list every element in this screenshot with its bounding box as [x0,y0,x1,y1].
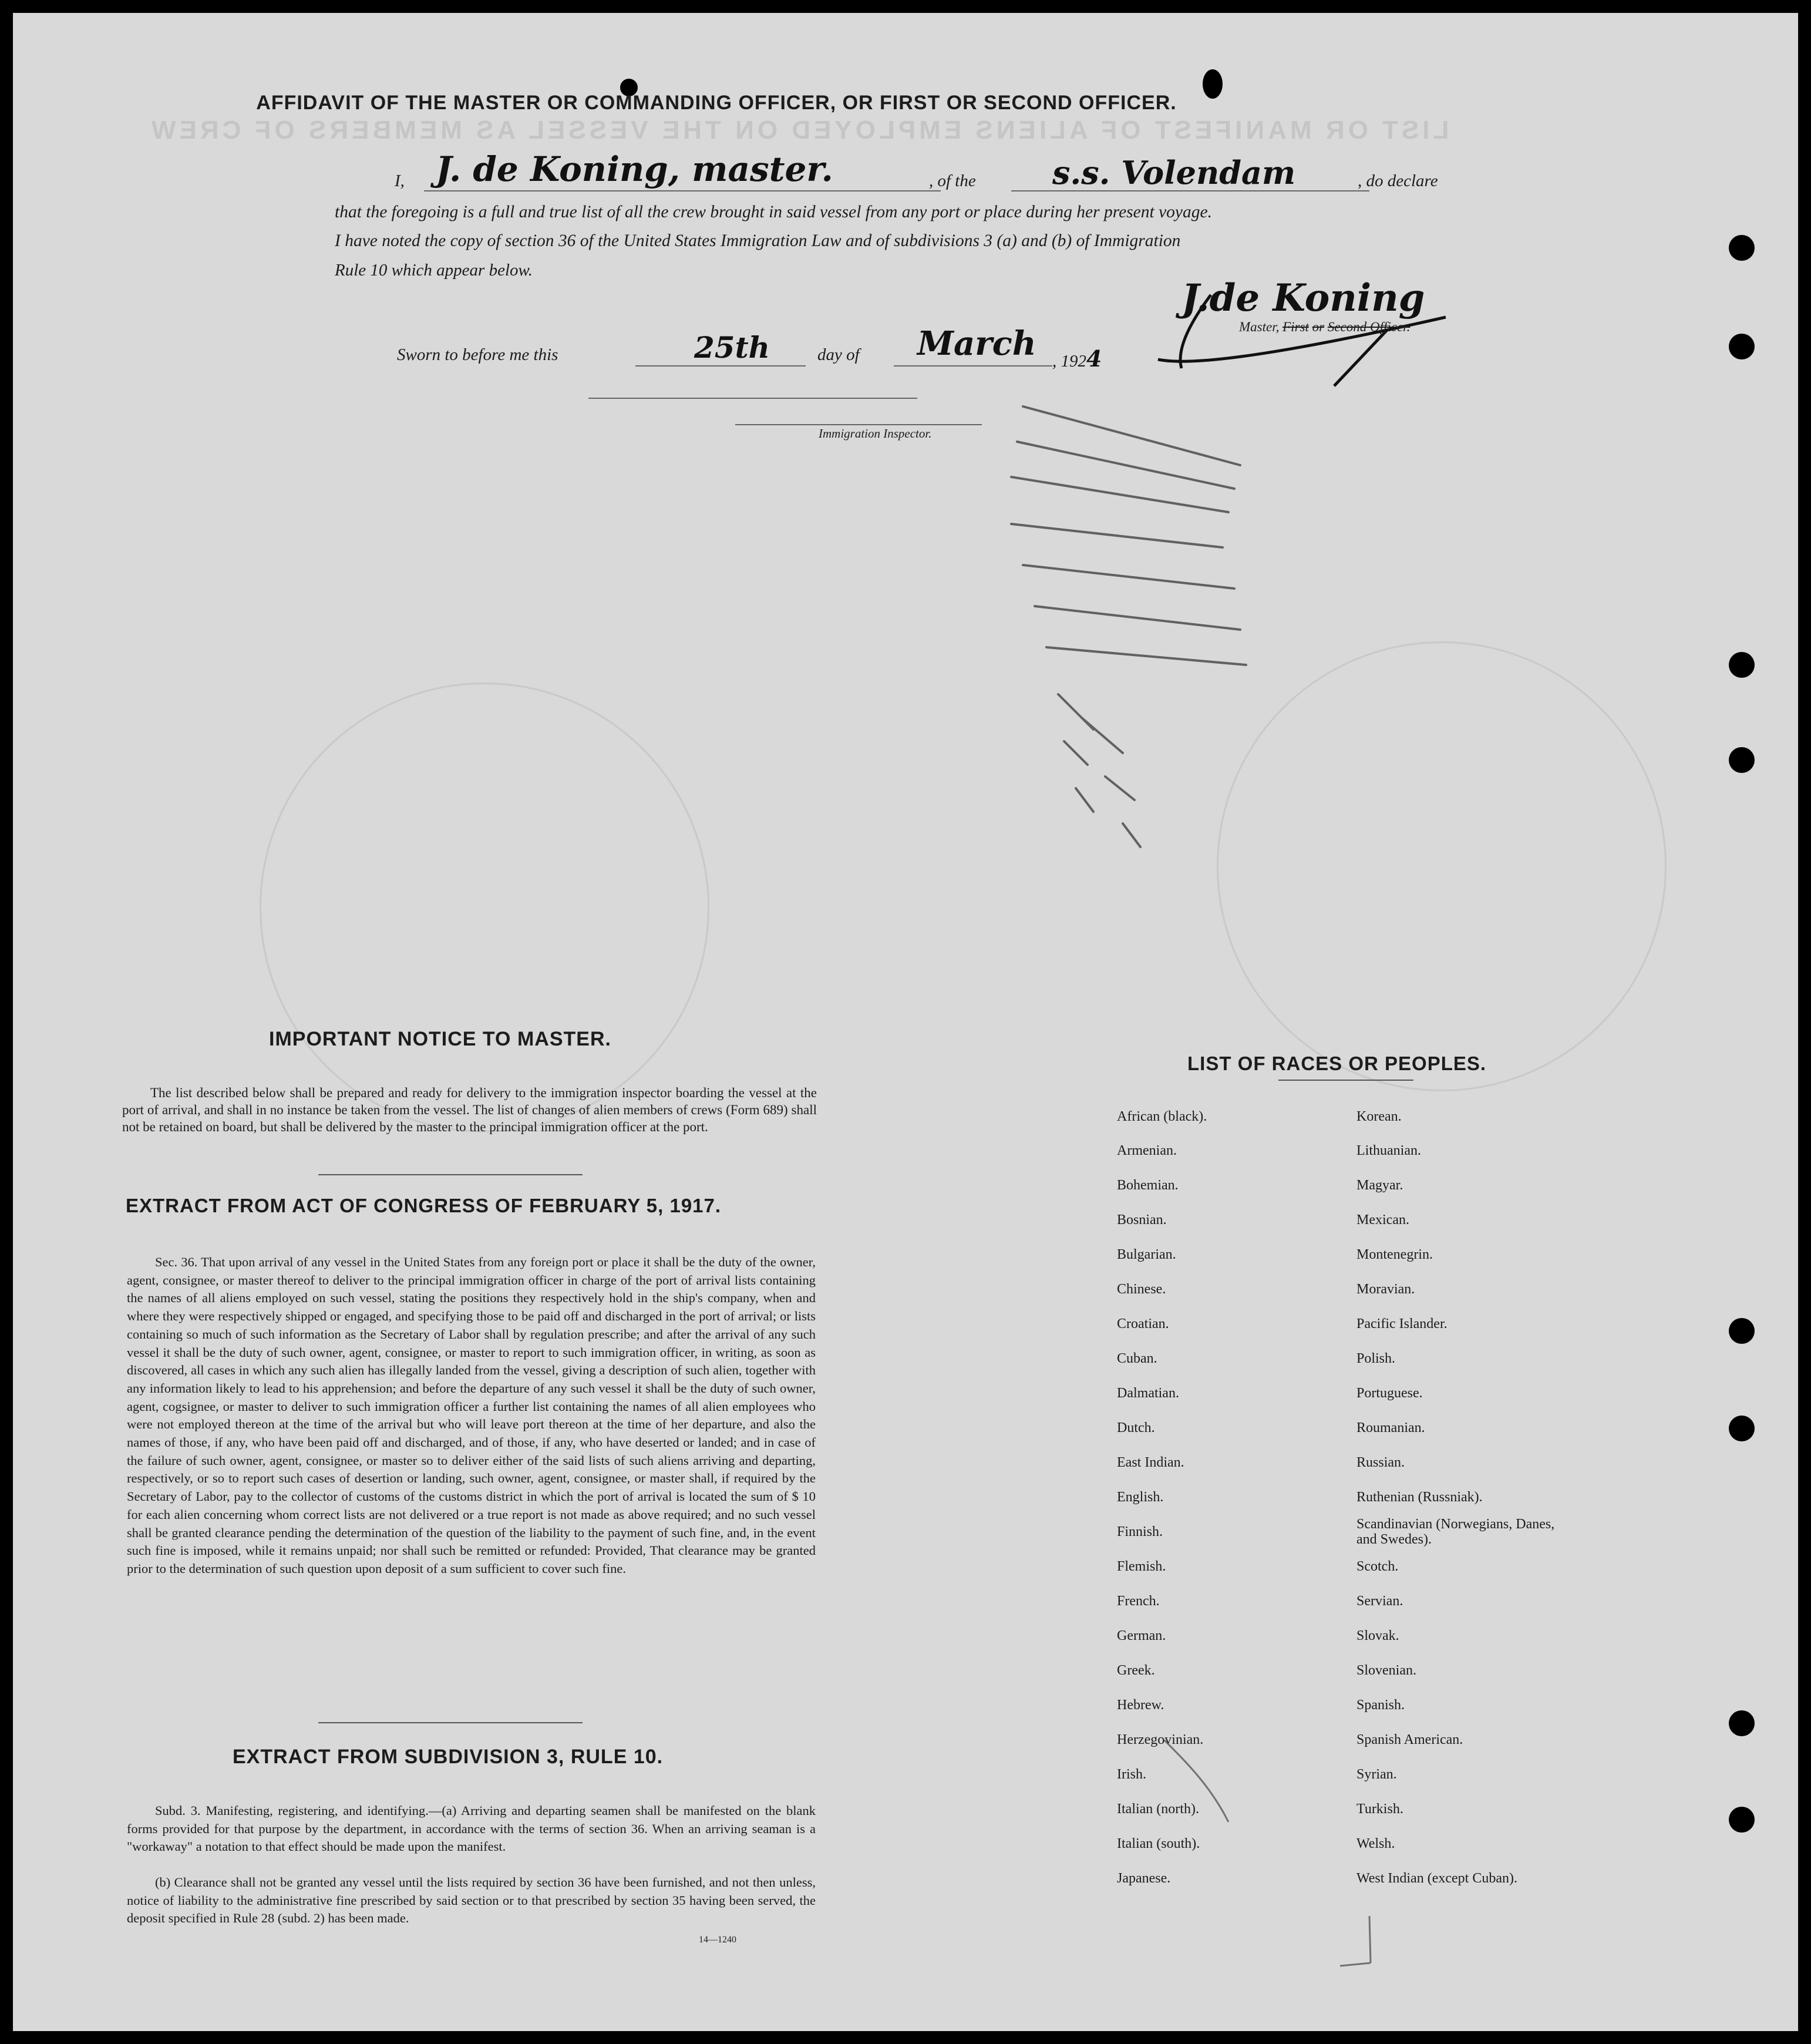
witness-line [588,398,917,399]
race-item: Scandinavian (Norwegians, Danes, and Swedes). [1356,1517,1555,1547]
year-prefix: , 192 [1052,352,1086,371]
race-item: Dutch. [1117,1420,1155,1435]
faint-seal-left [260,683,709,1132]
notice-text: The list described below shall be prepared and ready for delivery to the immigration inspector boarding the vessel at the port of arrival, and shall in no instance be taken from the vessel. The list of changes of alien members of crews (Form 689) shall not be retained on board, but shall be delivered by the master to the principal immigration officer at the port. [122,1085,817,1134]
race-item: Italian (north). [1117,1801,1199,1817]
race-item: Italian (south). [1117,1836,1200,1851]
do-declare-text: , do declare [1358,172,1438,190]
cancellation-strokes [988,389,1293,859]
race-item: Turkish. [1356,1801,1403,1817]
month-line [894,365,1052,367]
master-name-handwritten: J. de Koning, master. [436,149,833,189]
race-item: Moravian. [1356,1282,1415,1297]
binder-hole [1729,235,1755,261]
race-item: Spanish American. [1356,1732,1463,1747]
race-item: Russian. [1356,1455,1405,1470]
inspector-line [735,424,982,425]
race-item: Spanish. [1356,1697,1405,1713]
race-item: Korean. [1356,1109,1402,1124]
binder-hole [1729,1318,1755,1344]
master-name-line [424,190,941,191]
race-item: Polish. [1356,1351,1396,1366]
race-item: Roumanian. [1356,1420,1425,1435]
signature-caption [1239,320,1410,335]
race-item: Syrian. [1356,1767,1397,1782]
form-number: 14—1240 [699,1935,736,1945]
race-item: Bosnian. [1117,1212,1167,1228]
race-item: Magyar. [1356,1178,1403,1193]
inspector-caption: Immigration Inspector. [819,426,932,441]
caption-second-officer-struck: Second Officer. [1327,320,1411,334]
race-item: Armenian. [1117,1143,1177,1158]
race-item: Bohemian. [1117,1178,1179,1193]
race-item: East Indian. [1117,1455,1184,1470]
binder-hole [1729,1710,1755,1736]
affidavit-title: AFFIDAVIT OF THE MASTER OR COMMANDING OFFICER, OR FIRST OR SECOND OFFICER. [256,92,1177,114]
race-item: African (black). [1117,1109,1207,1124]
document-page [13,13,1798,2031]
rule-para-a: Subd. 3. Manifesting, registering, and identifying.—(a) Arriving and departing seamen shall be manifested on the blank forms provided for that purpose by the department, in accordance with the terms of section 36. When an arriving seaman is a "workaway" a notation to that effect should be made upon the manifest. [127,1803,816,1854]
race-item: Welsh. [1356,1836,1395,1851]
races-divider [1278,1080,1413,1081]
race-item: West Indian (except Cuban). [1356,1871,1517,1886]
notice-title: IMPORTANT NOTICE TO MASTER. [269,1028,611,1050]
of-the-text: , of the [929,172,976,190]
master-signature: J.de Koning [1181,276,1425,320]
year-handwritten: 4 [1086,345,1102,372]
race-item: Dalmatian. [1117,1386,1179,1401]
sworn-text: Sworn to before me this [397,345,558,364]
race-item: Cuban. [1117,1351,1157,1366]
race-item: German. [1117,1628,1166,1643]
affidavit-line-2: that the foregoing is a full and true list of all the crew brought in said vessel from any port or place during her present voyage. [335,203,1212,221]
race-item: Greek. [1117,1663,1155,1678]
caption-first-struck: First [1282,320,1309,334]
race-item: Ruthenian (Russniak). [1356,1490,1483,1505]
vessel-handwritten: s.s. Volendam [1052,154,1296,191]
race-item: English. [1117,1490,1164,1505]
race-item: Mexican. [1356,1212,1409,1228]
pencil-marks [1164,1740,1411,1986]
race-item: Scotch. [1356,1559,1399,1574]
race-item: Bulgarian. [1117,1247,1176,1262]
race-item: Slovenian. [1356,1663,1416,1678]
race-item: Irish. [1117,1767,1146,1782]
act-text: Sec. 36. That upon arrival of any vessel in the United States from any foreign port or place it shall be the duty of the owner, agent, consignee, or master thereof to deliver to the principal immigration officer in charge of the port of arrival lists containing the names of all aliens employed on such vessel, stating the positions they respectively hold in the ship's company, when and where they were respectively shipped or engaged, and specifying those to be paid off and discharged in the port of arrival; or lists containing so much of such information as the Secretary of Labor shall by regulation prescribe; and after the arrival of any such vessel it shall be the duty of such owner, agent, consignee, or master to report to such immigration officer, in writing, as soon as discovered, all cases in which any such alien has illegally landed from the vessel, giving a description of such alien, together with any information likely to lead to his apprehension; and before the departure of any such vessel it shall be the duty of such owner, agent, cogsignee, or master to deliver to such immigration officer a further list containing the names of all alien employees who were not employed thereon at the time of the arrival but who will leave port thereon at the time of her departure, and also the names of those, if any, who have been paid off and discharged, and of those, if any, who have deserted or landed; and in case of the failure of such owner, agent, consignee, or master so to deliver either of the said lists of such aliens arriving and departing, respectively, or so to report such cases of desertion or landing, such owner, agent, consignee, or master shall, if required by the Secretary of Labor, pay to the collector of customs of the customs district in which the port of arrival is located the sum of $ 10 for each alien concerning whom correct lists are not delivered or a true report is not made as above required; and no such vessel shall be granted clearance pending the determination of the question of the liability to the payment of such fine, and, in the event such fine is imposed, while it remains unpaid; nor shall such be remitted or refunded: Provided, That clearance may be granted prior to the determination of such question upon deposit of a sum sufficient to cover such fine. [127,1255,816,1576]
notice-divider [318,1174,583,1175]
month-handwritten: March [917,324,1036,363]
binder-hole [1729,652,1755,678]
race-item: Croatian. [1117,1316,1169,1332]
race-item: Herzegovinian. [1117,1732,1204,1747]
act-title: EXTRACT FROM ACT OF CONGRESS OF FEBRUARY 5, 1917. [126,1195,722,1216]
binder-hole [1729,747,1755,773]
day-of-text: day of [817,345,860,364]
day-handwritten: 25th [694,330,770,365]
race-item: Portuguese. [1356,1386,1423,1401]
race-item: Finnish. [1117,1524,1163,1539]
race-item: French. [1117,1593,1160,1609]
binder-hole [1729,1416,1755,1441]
race-item: Servian. [1356,1593,1403,1609]
race-item: Montenegrin. [1356,1247,1433,1262]
race-item: Flemish. [1117,1559,1166,1574]
year-printed [1052,345,1102,372]
binder-hole [1729,334,1755,359]
affidavit-prefix: I, [395,172,405,190]
day-line [635,365,806,367]
rule-para-b: (b) Clearance shall not be granted any vessel until the lists required by section 36 have been furnished, and not then unless, notice of liability to the administrative fine prescribed by said section or to that prescribed by section 35 having been served, the deposit specified in Rule 28 (subd. 2) has been made. [127,1875,816,1926]
race-item: Lithuanian. [1356,1143,1421,1158]
binder-hole [1729,1807,1755,1833]
affidavit-line-4: Rule 10 which appear below. [335,261,533,280]
rule-title: EXTRACT FROM SUBDIVISION 3, RULE 10. [233,1746,664,1768]
caption-master: Master, [1239,320,1280,334]
bleed-through-text: LIST OR MANIFEST OF ALIENS EMPLOYED ON THE VESSEL AS MEMBERS OF CREW [148,116,1449,144]
race-item: Hebrew. [1117,1697,1164,1713]
race-item: Japanese. [1117,1871,1171,1886]
caption-or-struck: or [1312,320,1325,334]
race-item: Chinese. [1117,1282,1166,1297]
races-title: LIST OF RACES OR PEOPLES. [1187,1053,1487,1074]
race-item: Pacific Islander. [1356,1316,1448,1332]
race-item: Slovak. [1356,1628,1399,1643]
act-divider [318,1722,583,1723]
affidavit-line-3: I have noted the copy of section 36 of the United States Immigration Law and of subdivisions 3 (a) and (b) of Immigration [335,231,1181,250]
